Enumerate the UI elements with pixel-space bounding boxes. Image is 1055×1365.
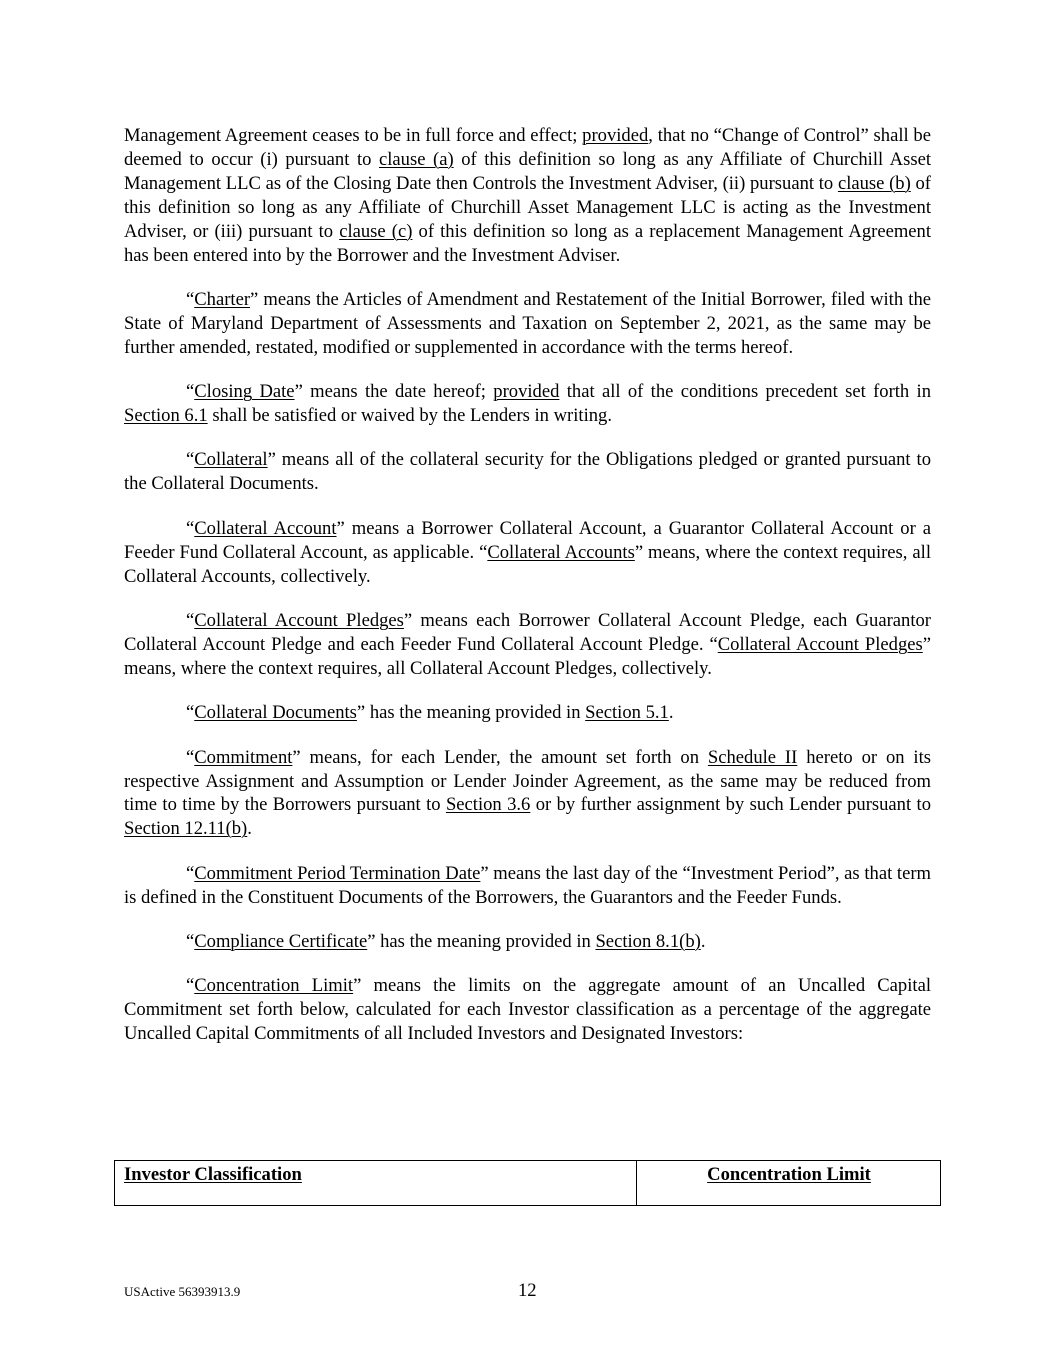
table-header-cell-concentration-limit	[637, 1161, 941, 1206]
concentration-limit-table	[114, 1160, 941, 1206]
clause-a-reference: clause (a)	[378, 148, 454, 170]
section-reference: Section 3.6	[445, 794, 531, 816]
definition-text: ” means all of the collateral security for the Obligations pledged or granted pursuant to the Collateral Documents.	[124, 449, 931, 495]
defined-term: Commitment Period Termination Date	[194, 862, 481, 884]
column-header-label: Concentration Limit	[707, 1164, 871, 1185]
document-body	[124, 124, 931, 1046]
definition-text: .	[668, 702, 674, 724]
definition-text: that all of the conditions precedent set forth in	[559, 381, 932, 403]
definition-collateral-documents	[124, 701, 931, 725]
defined-term: Concentration Limit	[194, 975, 354, 997]
quote: “	[186, 288, 195, 310]
quote: “	[186, 381, 195, 403]
column-header-label: Investor Classification	[124, 1164, 302, 1185]
underlined-provided: provided	[582, 125, 649, 146]
definition-text: ” means the Articles of Amendment and Restatement of the Initial Borrower, filed with the State of Maryland Department of Assessments and Taxation on September 2, 2021, as the same may be further amended, restated, modified or supplemented in accordance with the terms hereof.	[124, 288, 931, 358]
page-number: 12	[518, 1280, 537, 1301]
paragraph-change-of-control-continued	[124, 124, 931, 267]
definition-collateral-account	[124, 517, 931, 589]
section-reference: Section 5.1	[585, 702, 669, 724]
schedule-reference: Schedule II	[707, 746, 798, 768]
text: , that no “Change of Control” shall be deemed to occur (i) pursuant to	[124, 125, 931, 170]
defined-term: Collateral Account	[194, 517, 337, 539]
definition-collateral-account-pledges	[124, 609, 931, 681]
definition-collateral	[124, 448, 931, 496]
text: of this definition so long as any Affiliate of Churchill Asset Management LLC is acting as the Investment Adviser, or (iii) pursuant to	[124, 172, 932, 242]
quote: “	[186, 746, 195, 768]
quote: “	[186, 449, 195, 471]
defined-term: Collateral Account Pledges	[194, 610, 404, 631]
definition-text: shall be satisfied or waived by the Lenders in writing.	[207, 405, 612, 427]
definition-text: ” has the meaning provided in	[356, 702, 586, 724]
section-reference: Section 6.1	[124, 405, 208, 427]
defined-term: Commitment	[194, 746, 293, 768]
table-header-row	[115, 1161, 941, 1206]
definition-text: ” means, for each Lender, the amount set forth on	[292, 746, 708, 768]
defined-term: Charter	[194, 288, 251, 310]
definition-commitment	[124, 746, 931, 842]
quote: “	[186, 610, 195, 631]
defined-term: Compliance Certificate	[194, 931, 368, 953]
table-header-cell-investor-classification	[115, 1161, 637, 1206]
definition-commitment-period-termination-date	[124, 862, 931, 910]
clause-b-reference: clause (b)	[837, 172, 911, 194]
definition-text: ” means the limits on the aggregate amount of an Uncalled Capital Commitment set forth below, calculated for each Investor classification as a percentage of the aggregate Uncalled Capital Commitments of all Included Investors and Designated Investors:	[124, 975, 931, 1045]
defined-term: Collateral Accounts	[487, 541, 635, 563]
quote: “	[186, 862, 195, 884]
defined-term: Closing Date	[194, 381, 295, 403]
quote: “	[186, 517, 195, 539]
definition-text: or by further assignment by such Lender pursuant to	[530, 794, 931, 816]
text: Management Agreement ceases to be in full force and effect;	[124, 125, 583, 146]
quote: “	[186, 975, 195, 997]
definition-text: ” means each Borrower Collateral Account Pledge, each Guarantor Collateral Account Pledge and each Feeder Fund Collateral Account Pledge. “	[124, 610, 931, 655]
definition-closing-date	[124, 380, 931, 428]
defined-term: Collateral Account Pledges	[717, 633, 923, 655]
definition-text: ” means, where the context requires, all Collateral Accounts, collectively.	[124, 541, 931, 587]
defined-term: Collateral Documents	[194, 702, 357, 724]
definition-text: hereto or on its respective Assignment and Assumption or Lender Joinder Agreement, as the same may be reduced from time to time by the Borrowers pursuant to	[124, 746, 931, 816]
section-reference: Section 12.11(b)	[124, 818, 248, 840]
definition-text: ” means, where the context requires, all Collateral Account Pledges, collectively.	[124, 633, 932, 679]
definition-text: .	[700, 931, 706, 953]
definition-text: .	[247, 818, 252, 840]
section-reference: Section 8.1(b)	[595, 931, 701, 953]
underlined-provided: provided	[493, 381, 560, 403]
definition-charter	[124, 288, 931, 360]
document-id: USActive 56393913.9	[124, 1284, 241, 1299]
definition-concentration-limit	[124, 974, 931, 1046]
text: of this definition so long as a replacement Management Agreement has been entered into by the Borrower and the Investment Adviser.	[124, 220, 931, 266]
definition-text: ” means the last day of the “Investment Period”, as that term is defined in the Constituent Documents of the Borrowers, the Guarantors and the Feeder Funds.	[124, 862, 931, 908]
defined-term: Collateral	[194, 449, 268, 471]
quote: “	[186, 702, 195, 724]
definition-text: ” means a Borrower Collateral Account, a Guarantor Collateral Account or a Feeder Fund Collateral Account, as applicable. “	[124, 517, 931, 563]
text: of this definition so long as any Affiliate of Churchill Asset Management LLC as of the Closing Date then Controls the Investment Adviser, (ii) pursuant to	[124, 148, 931, 194]
definition-compliance-certificate	[124, 930, 931, 954]
definition-text: ” has the meaning provided in	[367, 931, 596, 953]
quote: “	[186, 931, 195, 953]
clause-c-reference: clause (c)	[339, 220, 413, 242]
definition-text: ” means the date hereof;	[294, 381, 494, 403]
